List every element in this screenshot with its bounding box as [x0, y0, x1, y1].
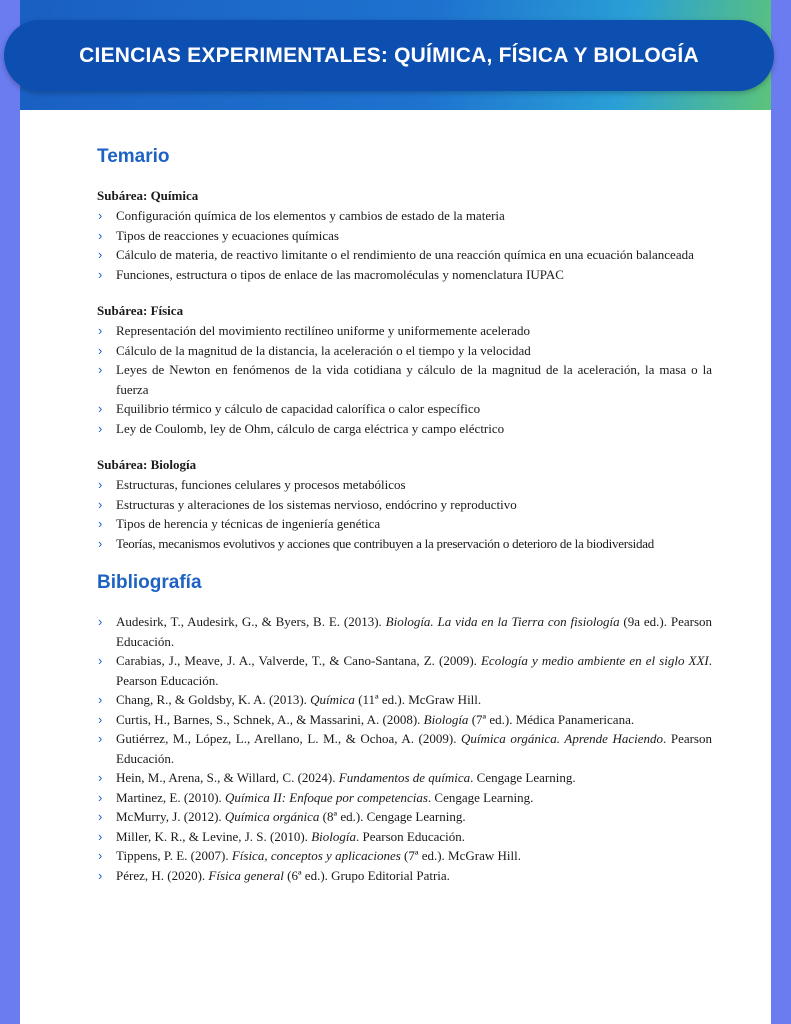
topic-list — [97, 321, 712, 438]
topic-list — [97, 475, 712, 553]
title-banner — [4, 20, 774, 91]
chevron-right-icon: › — [98, 692, 103, 707]
chevron-right-icon: › — [98, 789, 103, 805]
chevron-right-icon: › — [98, 535, 103, 551]
list-item: › Equilibrio térmico y cálculo de capacidad calorífica o calor específico — [97, 399, 712, 419]
chevron-right-icon: › — [98, 516, 103, 531]
bibliography-entry: › Chang, R., & Goldsby, K. A. (2013). Química (11ª ed.). McGraw Hill. — [97, 690, 712, 710]
list-item: › Estructuras, funciones celulares y procesos metabólicos — [97, 475, 712, 495]
bibliografia-heading: Bibliografía — [97, 572, 202, 593]
chevron-right-icon: › — [98, 828, 103, 844]
subarea-fisica — [97, 303, 712, 438]
main-content — [97, 146, 712, 885]
page-title: CIENCIAS EXPERIMENTALES: QUÍMICA, FÍSICA Y BIOLOGÍA — [79, 43, 699, 67]
chevron-right-icon: › — [98, 711, 103, 727]
chevron-right-icon: › — [98, 362, 103, 377]
subarea-title: Subárea: Química — [97, 188, 199, 203]
subarea-title: Subárea: Física — [97, 303, 184, 318]
chevron-right-icon: › — [98, 247, 103, 262]
chevron-right-icon: › — [98, 496, 103, 512]
bibliography-entry: › Carabias, J., Meave, J. A., Valverde, T., & Cano-Santana, Z. (2009). Ecología y medio ambiente en el siglo XXI. Pearson Educación. — [98, 653, 712, 688]
bibliography-entry: › Pérez, H. (2020). Física general (6ª ed.). Grupo Editorial Patria. — [97, 866, 712, 886]
chevron-right-icon: › — [98, 342, 103, 358]
list-item: › Representación del movimiento rectilíneo uniforme y uniformemente acelerado — [97, 321, 712, 341]
chevron-right-icon: › — [98, 731, 103, 746]
chevron-right-icon: › — [98, 323, 103, 338]
bibliography-entry: › Miller, K. R., & Levine, J. S. (2010). Biología. Pearson Educación. — [97, 827, 712, 847]
bibliography-entry: › Martinez, E. (2010). Química II: Enfoque por competencias. Cengage Learning. — [97, 788, 712, 808]
chevron-right-icon: › — [98, 477, 103, 492]
list-item: › Tipos de reacciones y ecuaciones químicas — [97, 226, 712, 246]
list-item: › Teorías, mecanismos evolutivos y acciones que contribuyen a la preservación o deterioro de la biodiversidad — [97, 534, 712, 554]
chevron-right-icon: › — [98, 653, 103, 668]
list-item: › Estructuras y alteraciones de los sistemas nervioso, endócrino y reproductivo — [97, 495, 712, 515]
bibliography-entry: › Hein, M., Arena, S., & Willard, C. (2024). Fundamentos de química. Cengage Learning. — [97, 768, 712, 788]
list-item: › Ley de Coulomb, ley de Ohm, cálculo de carga eléctrica y campo eléctrico — [97, 419, 712, 439]
chevron-right-icon: › — [98, 770, 103, 785]
list-item: › Funciones, estructura o tipos de enlace de las macromoléculas y nomenclatura IUPAC — [97, 265, 712, 285]
list-item: › Configuración química de los elementos y cambios de estado de la materia — [97, 206, 712, 226]
chevron-right-icon: › — [98, 420, 103, 436]
chevron-right-icon: › — [98, 401, 103, 416]
chevron-right-icon: › — [98, 266, 103, 282]
subarea-biologia — [97, 457, 712, 553]
bibliography-entry: › McMurry, J. (2012). Química orgánica (8ª ed.). Cengage Learning. — [97, 807, 712, 827]
chevron-right-icon: › — [98, 867, 103, 883]
chevron-right-icon: › — [98, 208, 103, 223]
subarea-quimica — [97, 188, 712, 284]
chevron-right-icon: › — [98, 809, 103, 824]
chevron-right-icon: › — [98, 227, 103, 243]
document-page — [20, 0, 771, 1024]
list-item: › Tipos de herencia y técnicas de ingeniería genética — [97, 514, 712, 534]
bibliography-entry: › Audesirk, T., Audesirk, G., & Byers, B. E. (2013). Biología. La vida en la Tierra con fisiología (9a ed.). Pearson Educación. — [98, 614, 713, 649]
list-item: › Cálculo de la magnitud de la distancia, la aceleración o el tiempo y la velocidad — [97, 341, 712, 361]
list-item: › Leyes de Newton en fenómenos de la vida cotidiana y cálculo de la magnitud de la aceleración, la masa o la fuerza — [98, 362, 712, 397]
temario-heading: Temario — [97, 146, 170, 167]
topic-list — [97, 206, 712, 284]
subarea-title: Subárea: Biología — [97, 457, 197, 472]
bibliography-entry: › Tippens, P. E. (2007). Física, conceptos y aplicaciones (7ª ed.). McGraw Hill. — [97, 846, 712, 866]
bibliography-list — [97, 612, 712, 885]
list-item: › Cálculo de materia, de reactivo limitante o el rendimiento de una reacción química en una ecuación balanceada — [97, 245, 712, 265]
bibliography-entry: › Curtis, H., Barnes, S., Schnek, A., & Massarini, A. (2008). Biología (7ª ed.). Médica Panamericana. — [97, 710, 712, 730]
bibliography-entry: › Gutiérrez, M., López, L., Arellano, L. M., & Ochoa, A. (2009). Química orgánica. Aprende Haciendo. Pearson Educación. — [98, 731, 712, 766]
chevron-right-icon: › — [98, 614, 103, 629]
chevron-right-icon: › — [98, 848, 103, 863]
